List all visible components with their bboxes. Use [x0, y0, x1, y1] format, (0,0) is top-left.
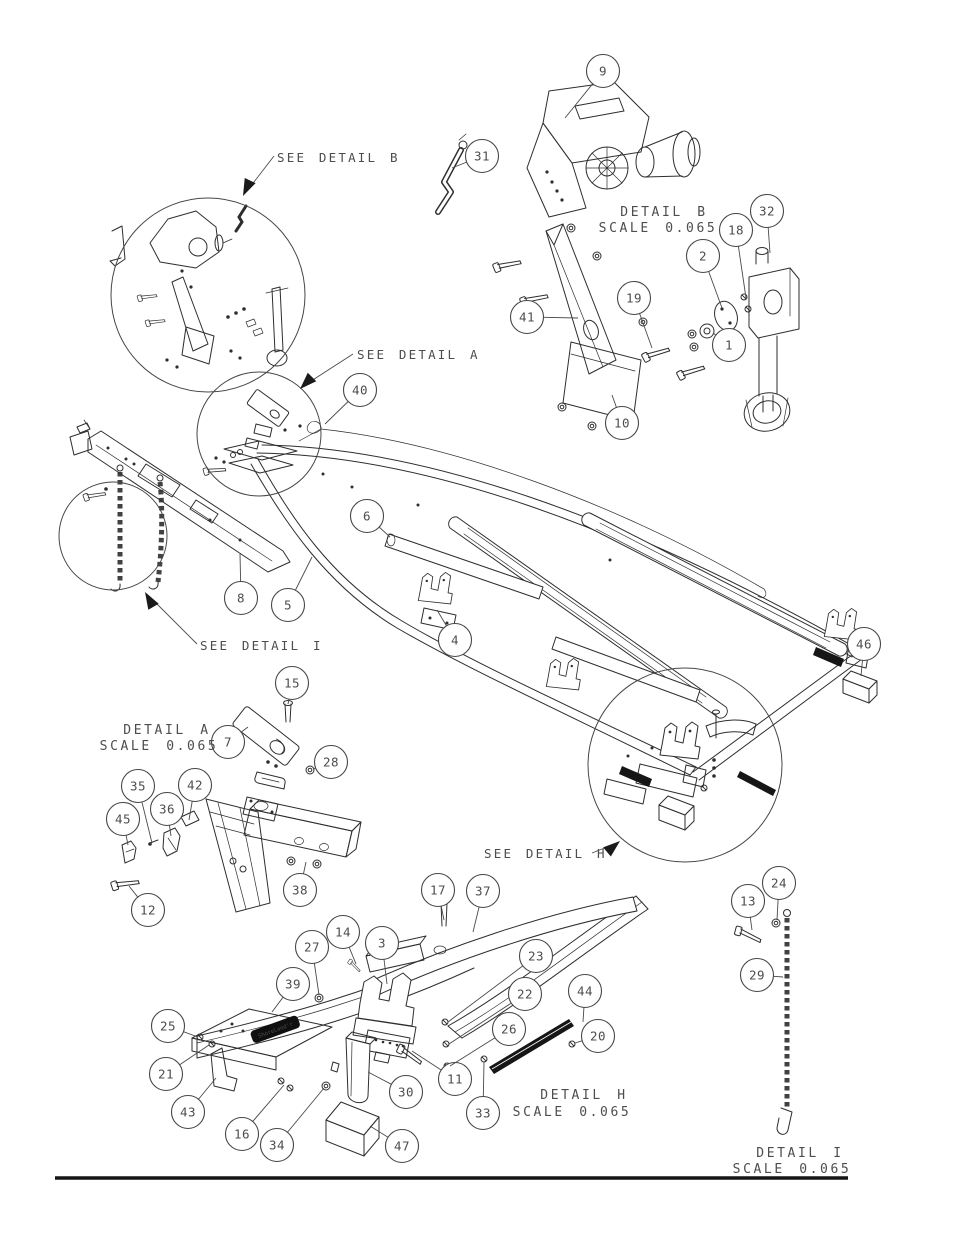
title-detail-a — [100, 723, 219, 754]
brand-sticker — [250, 1015, 301, 1044]
svg-text:20: 20 — [589, 1028, 607, 1044]
svg-text:1: 1 — [724, 337, 734, 353]
svg-text:3: 3 — [377, 935, 387, 951]
title-detail-b — [599, 205, 718, 236]
balloon-40 — [325, 374, 377, 425]
svg-text:43: 43 — [179, 1104, 197, 1120]
trailer-frame — [251, 445, 869, 787]
balloon-39 — [272, 968, 310, 1013]
svg-text:2: 2 — [698, 248, 708, 264]
svg-text:DETAIL B: DETAIL B — [620, 205, 708, 220]
svg-text:DETAIL I: DETAIL I — [756, 1146, 844, 1161]
svg-text:36: 36 — [158, 801, 176, 817]
svg-text:40: 40 — [351, 382, 369, 398]
balloon-29 — [741, 959, 784, 992]
label-see-detail-b — [238, 150, 400, 199]
svg-text:5: 5 — [283, 597, 293, 613]
svg-text:46: 46 — [855, 636, 873, 652]
svg-text:37: 37 — [474, 883, 492, 899]
svg-text:SCALE 0.065: SCALE 0.065 — [732, 1162, 852, 1177]
svg-text:16: 16 — [233, 1126, 251, 1142]
svg-text:SEE DETAIL H: SEE DETAIL H — [484, 846, 607, 861]
svg-text:9: 9 — [598, 63, 608, 79]
svg-text:29: 29 — [748, 967, 766, 983]
balloon-37 — [467, 875, 500, 933]
svg-text:41: 41 — [518, 309, 536, 325]
balloon-4 — [437, 610, 472, 657]
svg-text:15: 15 — [283, 675, 301, 691]
svg-text:44: 44 — [576, 983, 594, 999]
svg-text:32: 32 — [758, 203, 776, 219]
svg-text:28: 28 — [322, 754, 340, 770]
svg-text:SEE DETAIL I: SEE DETAIL I — [200, 638, 323, 653]
label-see-detail-h — [484, 836, 624, 861]
svg-text:25: 25 — [159, 1018, 177, 1034]
balloon-8 — [225, 554, 258, 615]
svg-text:47: 47 — [393, 1138, 411, 1154]
detail-h-preview — [604, 710, 776, 830]
svg-text:DETAIL A: DETAIL A — [123, 723, 211, 738]
svg-text:24: 24 — [770, 875, 788, 891]
annotation-labels — [100, 150, 852, 1177]
detail-a-parts — [232, 701, 314, 822]
svg-text:7: 7 — [223, 734, 233, 750]
svg-text:45: 45 — [114, 811, 132, 827]
title-detail-h — [513, 1088, 632, 1120]
svg-text:35: 35 — [129, 778, 147, 794]
balloon-30 — [368, 1072, 423, 1109]
svg-text:13: 13 — [739, 893, 757, 909]
brand-sticker-text: ShoreLand'r — [257, 1021, 294, 1040]
detail-b-preview — [110, 206, 288, 369]
svg-text:26: 26 — [500, 1021, 518, 1037]
bunk-pad-block — [843, 671, 877, 703]
balloon-20 — [575, 1020, 615, 1053]
svg-text:8: 8 — [236, 590, 246, 606]
balloon-12 — [129, 886, 165, 927]
svg-text:11: 11 — [446, 1071, 464, 1087]
svg-text:38: 38 — [291, 882, 309, 898]
label-see-detail-a — [296, 347, 480, 393]
balloon-1 — [713, 329, 746, 362]
balloon-5 — [272, 557, 313, 622]
svg-text:SCALE 0.065: SCALE 0.065 — [99, 739, 219, 754]
svg-text:39: 39 — [284, 976, 302, 992]
balloon-44 — [569, 975, 602, 1023]
balloon-36 — [151, 793, 184, 837]
title-detail-i — [733, 1146, 852, 1177]
svg-text:42: 42 — [186, 777, 204, 793]
balloon-14 — [327, 916, 360, 965]
svg-text:14: 14 — [334, 924, 352, 940]
svg-text:SCALE 0.065: SCALE 0.065 — [598, 221, 718, 236]
balloon-45 — [107, 803, 140, 846]
detail-a-preview — [203, 389, 302, 476]
winch-handle — [438, 134, 467, 212]
svg-text:34: 34 — [268, 1137, 286, 1153]
svg-text:17: 17 — [429, 882, 447, 898]
svg-text:19: 19 — [625, 290, 643, 306]
svg-text:10: 10 — [613, 415, 631, 431]
balloon-15 — [276, 667, 309, 705]
balloon-32 — [751, 195, 784, 254]
balloon-6 — [351, 500, 391, 538]
svg-text:SEE DETAIL A: SEE DETAIL A — [357, 347, 480, 362]
balloon-28 — [313, 746, 348, 779]
svg-text:22: 22 — [516, 986, 534, 1002]
svg-text:30: 30 — [397, 1084, 415, 1100]
svg-text:18: 18 — [727, 222, 745, 238]
balloon-13 — [732, 885, 765, 931]
svg-text:6: 6 — [362, 508, 372, 524]
svg-text:21: 21 — [157, 1066, 175, 1082]
svg-text:4: 4 — [450, 632, 460, 648]
balloon-2 — [687, 240, 723, 309]
balloon-17 — [422, 874, 455, 921]
tie-down-chain — [734, 910, 792, 1135]
svg-text:31: 31 — [473, 148, 491, 164]
balloon-25 — [152, 1010, 199, 1043]
balloon-9 — [565, 55, 620, 119]
svg-text:DETAIL H: DETAIL H — [540, 1088, 628, 1103]
svg-text:SCALE 0.065: SCALE 0.065 — [512, 1105, 632, 1120]
detail-i-reference-circle — [59, 482, 167, 590]
balloon-38 — [284, 862, 317, 907]
svg-text:33: 33 — [474, 1105, 492, 1121]
svg-text:12: 12 — [139, 902, 157, 918]
balloon-18 — [720, 214, 753, 299]
svg-text:23: 23 — [527, 948, 545, 964]
balloon-34 — [261, 1088, 325, 1162]
balloon-46 — [848, 628, 881, 677]
svg-text:SEE DETAIL B: SEE DETAIL B — [277, 150, 400, 165]
detail-reference-circles — [59, 198, 782, 862]
balloon-10 — [606, 395, 639, 440]
svg-text:27: 27 — [303, 939, 321, 955]
balloon-19 — [618, 282, 653, 349]
winch-assembly — [527, 82, 700, 217]
balloon-21 — [150, 1045, 210, 1091]
